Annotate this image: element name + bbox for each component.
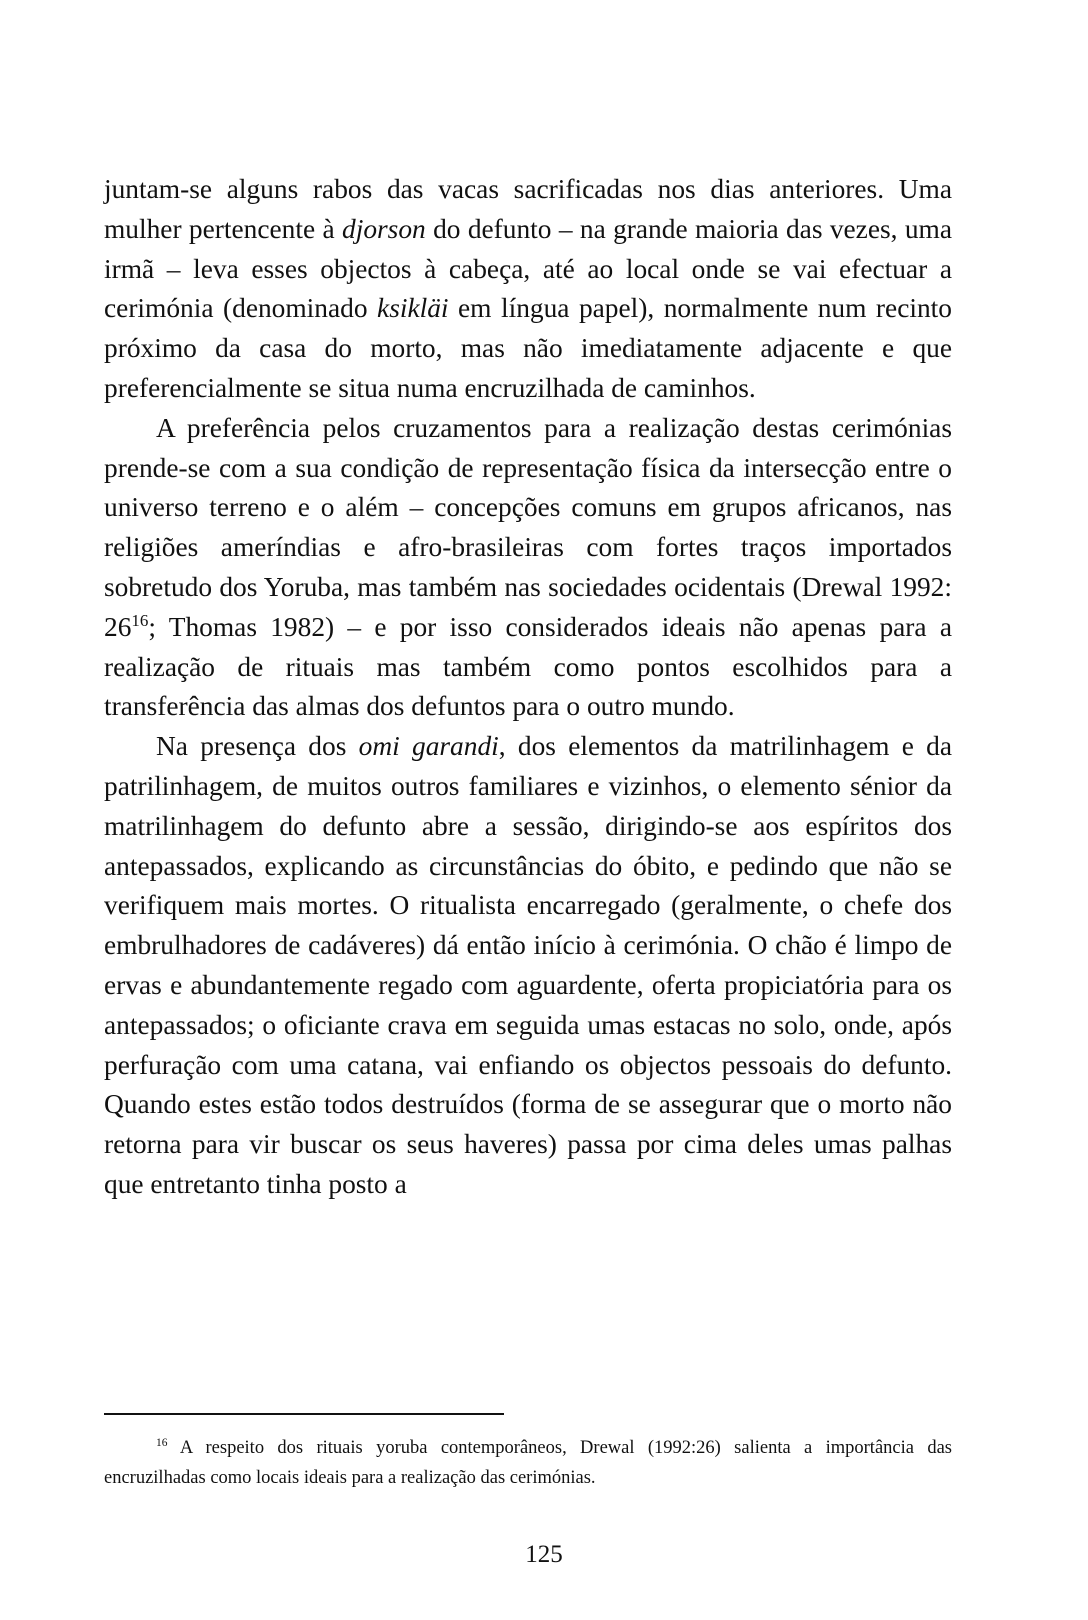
paragraph [104, 170, 952, 409]
footnote-text: A respeito dos rituais yoruba contemporâneos, Drewal (1992:26) salienta a importância das encruzilhadas como locais ideais para a realização das cerimónias. [104, 1438, 952, 1488]
text-run: Na presença dos [156, 731, 359, 762]
paragraph [104, 409, 952, 727]
page-number: 125 [525, 1541, 563, 1568]
text-run: em língua papel), normalmente num recinto próximo da casa do morto, mas não imediatamente adjacente e que preferencialmente se situa numa encruzilhada de caminhos. [104, 293, 952, 403]
text-run: do defunto – na grande maioria das vezes, uma irmã – leva esses objectos à cabeça, até ao local onde se vai efectuar a cerimónia (denominado [104, 213, 953, 324]
paragraph [104, 727, 952, 1205]
italic-term: omi garandi [358, 731, 499, 762]
footnote-number: 16 [156, 1436, 168, 1449]
footnote-divider [104, 1413, 504, 1415]
footnote-reference: 16 [131, 610, 149, 630]
footnote [104, 1433, 952, 1493]
text-run: , dos elementos da matrilinhagem e da patrilinhagem, de muitos outros familiares e vizinhos, o elemento sénior da matrilinhagem do defunto abre a sessão, dirigindo-se aos espíritos dos antepassados, explicando as circunstâncias do óbito, e pedindo que não se verifiquem mais mortes. O ritualista encarregado (geralmente, o chefe dos embrulhadores de cadáveres) dá então início à cerimónia. O chão é limpo de ervas e abundantemente regado com aguardente, oferta propiciatória para os antepassados; o oficiante crava em seguida umas estacas no solo, onde, após perfuração com uma catana, vai enfiando os objectos pessoais do defunto. Quando estes estão todos destruídos (forma de se assegurar que o morto não retorna para vir buscar os seus haveres) passa por cima deles umas palhas que entretanto tinha posto a [104, 731, 952, 1199]
text-run: ; Thomas 1982) – e por isso considerados ideais não apenas para a realização de rituais mas também como pontos escolhidos para a transferência das almas dos defuntos para o outro mundo. [104, 611, 952, 722]
italic-term: ksikläi [377, 293, 449, 324]
text-run: A preferência pelos cruzamentos para a realização destas cerimónias prende-se com a sua condição de representação física da intersecção entre o universo terreno e o além – concepções comuns em grupos africanos, nas religiões ameríndias e afro-brasileiras com fortes traços importados sobretudo dos Yoruba, mas também nas sociedades ocidentais (Drewal 1992: 26 [104, 412, 952, 642]
text-run: juntam-se alguns rabos das vacas sacrificadas nos dias anteriores. Uma mulher pertencente à [104, 174, 952, 244]
italic-term: djorson [342, 213, 426, 244]
body-text [104, 170, 952, 1205]
